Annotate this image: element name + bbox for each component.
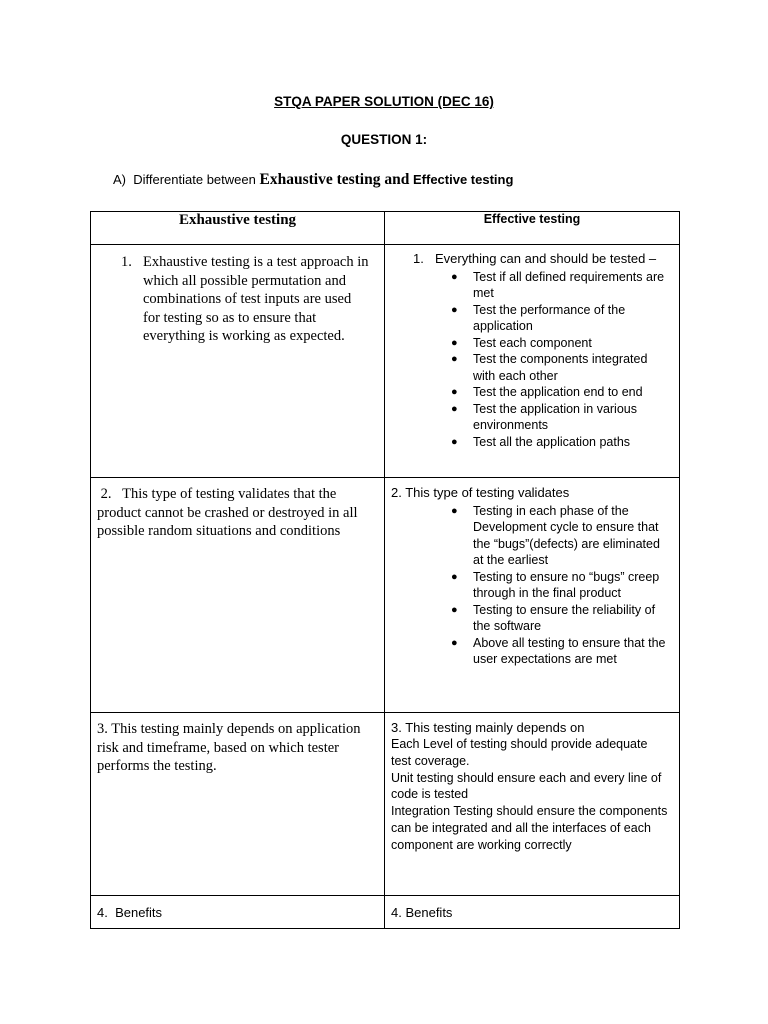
list-item: ● Above all testing to ensure that the user expectations are met	[451, 635, 666, 666]
table-row	[91, 478, 680, 713]
subquestion-term-effective: Effective testing	[412, 172, 514, 187]
table-header-row	[91, 212, 680, 245]
row4-effective-cell	[385, 896, 680, 929]
row4-left-text: 4. Benefits	[97, 905, 163, 920]
list-item: ● Testing to ensure no “bugs” creep through in the final product	[451, 569, 660, 600]
list-item: ● Testing to ensure the reliability of the software	[451, 602, 656, 633]
row2-exhaustive-cell	[91, 478, 385, 713]
list-item: ● Testing in each phase of the Development cycle to ensure that the “bugs”(defects) are eliminated at the earliest	[451, 503, 660, 567]
row1-exhaustive-cell	[91, 245, 385, 478]
list-item: ● Test the components integrated with each other	[451, 352, 648, 383]
header-exhaustive-testing: Exhaustive testing	[91, 212, 385, 245]
document-title: STQA PAPER SOLUTION (DEC 16)	[274, 94, 494, 109]
row2-right-text: 2. This type of testing validates	[391, 485, 570, 500]
table-row	[91, 245, 680, 478]
row1-left-number: 1.	[121, 254, 132, 270]
bullet-icon: ●	[451, 504, 458, 517]
subquestion-term-exhaustive: Exhaustive testing and	[259, 171, 410, 188]
bullet-icon: ●	[451, 386, 458, 398]
header-effective-testing: Effective testing	[385, 212, 680, 245]
subquestion-label: A)	[113, 172, 126, 187]
row2-bullet-list	[385, 503, 679, 668]
row1-bullet-list	[385, 269, 679, 451]
row3-right-line-2: Unit testing should ensure each and every line of code is tested	[391, 770, 662, 802]
bullet-icon: ●	[451, 353, 458, 365]
table-row	[91, 896, 680, 929]
row1-right-text: Everything can and should be tested –	[435, 251, 657, 266]
bullet-icon: ●	[451, 270, 458, 283]
question-heading: QUESTION 1:	[340, 132, 428, 147]
comparison-table	[90, 211, 680, 929]
bullet-icon: ●	[451, 336, 458, 349]
row2-left-text: 2. This type of testing validates that the product cannot be crashed or destroyed in all possible random situations and conditions	[97, 486, 362, 539]
row1-right-number: 1.	[413, 251, 424, 266]
bullet-icon: ●	[451, 603, 458, 616]
list-item: ● Test each component	[451, 335, 592, 350]
list-item: ● Test the performance of the application	[451, 302, 626, 333]
subquestion-prefix: Differentiate between	[133, 172, 256, 187]
row3-right-line-3: Integration Testing should ensure the components can be integrated and all the interfaces of each component are working correctly	[391, 804, 668, 852]
bullet-icon: ●	[451, 303, 458, 316]
bullet-icon: ●	[451, 402, 458, 415]
row4-right-text: 4. Benefits	[391, 905, 453, 920]
row3-effective-cell	[385, 713, 680, 896]
table-row	[91, 713, 680, 896]
list-item: ● Test the application end to end	[451, 385, 643, 399]
bullet-icon: ●	[451, 636, 458, 649]
row3-exhaustive-cell	[91, 713, 385, 896]
row4-exhaustive-cell	[91, 896, 385, 929]
list-item: ● Test the application in various environments	[451, 401, 637, 432]
row1-effective-cell	[385, 245, 680, 478]
bullet-icon: ●	[451, 435, 458, 448]
row3-right-line-1: Each Level of testing should provide adequate test coverage.	[391, 737, 648, 768]
row2-effective-cell	[385, 478, 680, 713]
subquestion	[113, 171, 513, 189]
list-item: ● Test all the application paths	[451, 434, 631, 449]
row3-right-heading: 3. This testing mainly depends on	[391, 720, 585, 735]
row3-left-text: 3. This testing mainly depends on application risk and timeframe, based on which tester performs the testing.	[97, 721, 361, 774]
bullet-icon: ●	[451, 570, 458, 583]
list-item: ● Test if all defined requirements are met	[451, 269, 665, 300]
row1-left-text: Exhaustive testing is a test approach in which all possible permutation and combinations of test inputs are used for testing so as to ensure that everything is working as expected.	[143, 254, 369, 344]
